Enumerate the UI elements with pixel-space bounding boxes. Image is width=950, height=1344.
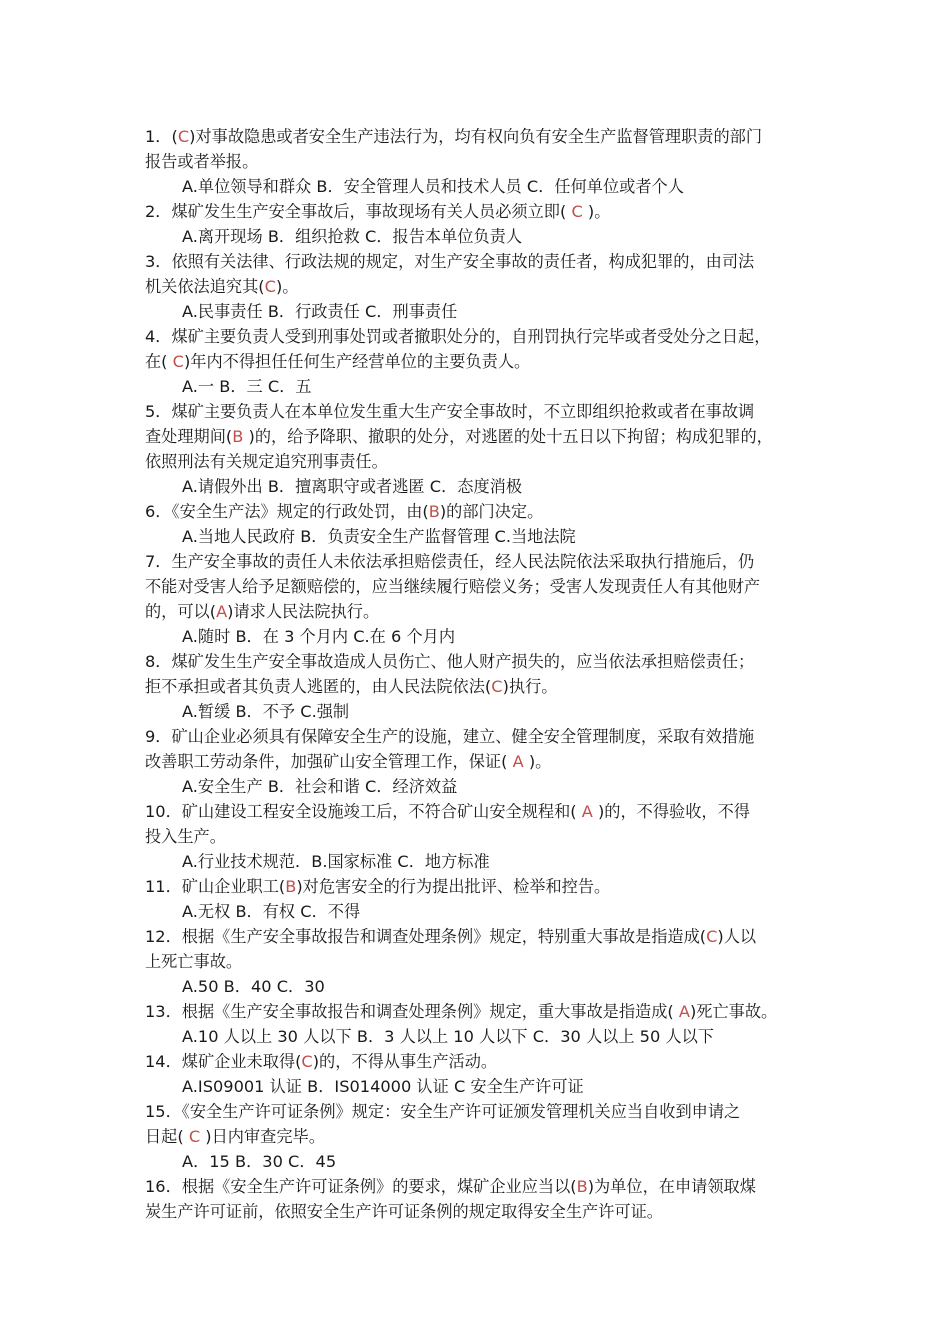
question-item [145, 199, 817, 249]
question-text-line [145, 424, 817, 449]
question-text: )为单位，在申请领取煤 [587, 1177, 756, 1196]
question-text: )死亡事故。 [689, 1002, 778, 1021]
question-text: )人以 [717, 927, 757, 946]
answer-options: A.当地人民政府 B．负责安全生产监督管理 C.当地法院 [182, 527, 576, 546]
question-text-line [145, 349, 817, 374]
answer-options: A.离开现场 B．组织抢救 C．报告本单位负责人 [182, 227, 523, 246]
question-text: 机关依法追究其( [145, 277, 265, 296]
answer-options: A.单位领导和群众 B．安全管理人员和技术人员 C．任何单位或者个人 [182, 177, 684, 196]
question-text-line: 投入生产。 [145, 827, 226, 846]
question-text: 10．矿山建设工程安全设施竣工后，不符合矿山安全规程和( [145, 802, 582, 821]
answer-options: A.安全生产 B．社会和谐 C．经济效益 [182, 777, 458, 796]
answer-options: A.50 B．40 C．30 [182, 977, 325, 996]
answer-options: A.10 人以上 30 人以下 B．3 人以上 10 人以下 C．30 人以上 50 人以下 [182, 1027, 714, 1046]
question-item [145, 799, 817, 874]
question-text-line: 3．依照有关法律、行政法规的规定，对生产安全事故的责任者，构成犯罪的，由司法 [145, 252, 755, 271]
answer-options: A.民事责任 B．行政责任 C．刑事责任 [182, 302, 458, 321]
question-text-line [145, 199, 817, 224]
question-text-line: 8．煤矿发生生产安全事故造成人员伤亡、他人财产损失的，应当依法承担赔偿责任； [145, 652, 755, 671]
question-text-line [145, 124, 817, 149]
answer-letter: A [512, 752, 524, 771]
answer-options: A.暂缓 B．不予 C.强制 [182, 702, 350, 721]
question-text: )的，不得验收，不得 [592, 802, 750, 821]
question-text-line [145, 599, 817, 624]
question-item [145, 249, 817, 324]
answer-letter: B [576, 1177, 588, 1196]
question-text: 16．根据《安全生产许可证条例》的要求，煤矿企业应当以( [145, 1177, 577, 1196]
question-item [145, 399, 817, 499]
question-text-line: 上死亡事故。 [145, 952, 243, 971]
question-text: )执行。 [502, 677, 558, 696]
question-text: 日起( [145, 1127, 189, 1146]
answer-options: A．15 B．30 C．45 [182, 1152, 337, 1171]
answer-letter: C [491, 677, 503, 696]
question-text-line: 9．矿山企业必须具有保障安全生产的设施，建立、健全安全管理制度，采取有效措施 [145, 727, 755, 746]
question-item [145, 999, 817, 1049]
question-text: 6．《安全生产法》规定的行政处罚，由( [145, 502, 429, 521]
question-item [145, 874, 817, 924]
answer-options: A.行业技术规范．B.国家标准 C．地方标准 [182, 852, 490, 871]
question-text: )。 [275, 277, 299, 296]
question-text: 13．根据《生产安全事故报告和调查处理条例》规定，重大事故是指造成( [145, 1002, 679, 1021]
answer-letter: C [706, 927, 718, 946]
question-text: )。 [523, 752, 552, 771]
question-text: )日内审查完毕。 [200, 1127, 325, 1146]
question-text-line [145, 999, 817, 1024]
question-text: )的，给予降职、撤职的处分，对逃匿的处十五日以下拘留；构成犯罪的， [243, 427, 773, 446]
question-text: 14．煤矿企业未取得( [145, 1052, 302, 1071]
answer-letter: A [581, 802, 593, 821]
question-text-line [145, 924, 817, 949]
answer-letter: C [172, 352, 184, 371]
answer-letter: C [571, 202, 583, 221]
question-text: 12．根据《生产安全事故报告和调查处理条例》规定，特别重大事故是指造成( [145, 927, 707, 946]
question-item [145, 324, 817, 399]
question-item [145, 124, 817, 199]
answer-letter: B [285, 877, 297, 896]
question-text-line: 5．煤矿主要负责人在本单位发生重大生产安全事故时，不立即组织抢救或者在事故调 [145, 402, 755, 421]
question-item [145, 1049, 817, 1099]
question-text-line [145, 1174, 817, 1199]
question-text-line: 依照刑法有关规定追究刑事责任。 [145, 452, 388, 471]
question-text: 的，可以( [145, 602, 217, 621]
question-text: 在( [145, 352, 173, 371]
question-text-line [145, 674, 817, 699]
question-item [145, 1174, 817, 1224]
answer-options: A.一 B．三 C．五 [182, 377, 312, 396]
answer-letter: C [264, 277, 276, 296]
question-list [145, 124, 817, 1224]
question-text-line [145, 1124, 817, 1149]
question-text-line [145, 1049, 817, 1074]
question-text: )年内不得担任任何生产经营单位的主要负责人。 [183, 352, 531, 371]
question-text-line [145, 799, 817, 824]
question-text-line: 不能对受害人给予足额赔偿的，应当继续履行赔偿义务；受害人发现责任人有其他财产 [145, 577, 761, 596]
question-item [145, 549, 817, 649]
question-text: 拒不承担或者其负责人逃匿的，由人民法院依法( [145, 677, 492, 696]
question-text-line: 15．《安全生产许可证条例》规定：安全生产许可证颁发管理机关应当自收到申请之 [145, 1102, 741, 1121]
question-text-line: 7．生产安全事故的责任人未依法承担赔偿责任，经人民法院依法采取执行措施后，仍 [145, 552, 755, 571]
question-text: 11．矿山企业职工( [145, 877, 286, 896]
question-text-line [145, 874, 817, 899]
question-item [145, 1099, 817, 1174]
answer-options: A.IS09001 认证 B．IS014000 认证 C 安全生产许可证 [182, 1077, 584, 1096]
question-item [145, 649, 817, 724]
answer-letter: C [188, 1127, 201, 1146]
answer-options: A.随时 B．在 3 个月内 C.在 6 个月内 [182, 627, 456, 646]
question-text: 1．( [145, 127, 178, 146]
question-text: )。 [582, 202, 611, 221]
answer-letter: A [678, 1002, 690, 1021]
answer-letter: C [177, 127, 190, 146]
answer-letter: B [232, 427, 244, 446]
question-item [145, 924, 817, 999]
answer-letter: C [301, 1052, 313, 1071]
question-text: )对危害安全的行为提出批评、检举和控告。 [296, 877, 611, 896]
answer-options: A.请假外出 B．擅离职守或者逃匿 C．态度消极 [182, 477, 523, 496]
question-item [145, 724, 817, 799]
question-text: )请求人民法院执行。 [227, 602, 380, 621]
question-text: )的，不得从事生产活动。 [312, 1052, 498, 1071]
question-text: )的部门决定。 [439, 502, 544, 521]
answer-letter: A [216, 602, 228, 621]
question-text-line [145, 749, 817, 774]
question-text: 2．煤矿发生生产安全事故后，事故现场有关人员必须立即( [145, 202, 572, 221]
question-item [145, 499, 817, 549]
answer-letter: B [428, 502, 440, 521]
question-text-line: 炭生产许可证前，依照安全生产许可证条例的规定取得安全生产许可证。 [145, 1202, 663, 1221]
question-text-line [145, 499, 817, 524]
answer-options: A.无权 B．有权 C．不得 [182, 902, 361, 921]
question-text: 改善职工劳动条件，加强矿山安全管理工作，保证( [145, 752, 513, 771]
question-text: )对事故隐患或者安全生产违法行为，均有权向负有安全生产监督管理职责的部门 [189, 127, 763, 146]
question-text-line: 报告或者举报。 [145, 152, 259, 171]
question-text: 查处理期间( [145, 427, 233, 446]
question-text-line [145, 274, 817, 299]
question-text-line: 4．煤矿主要负责人受到刑事处罚或者撤职处分的，自刑罚执行完毕或者受处分之日起， [145, 327, 771, 346]
